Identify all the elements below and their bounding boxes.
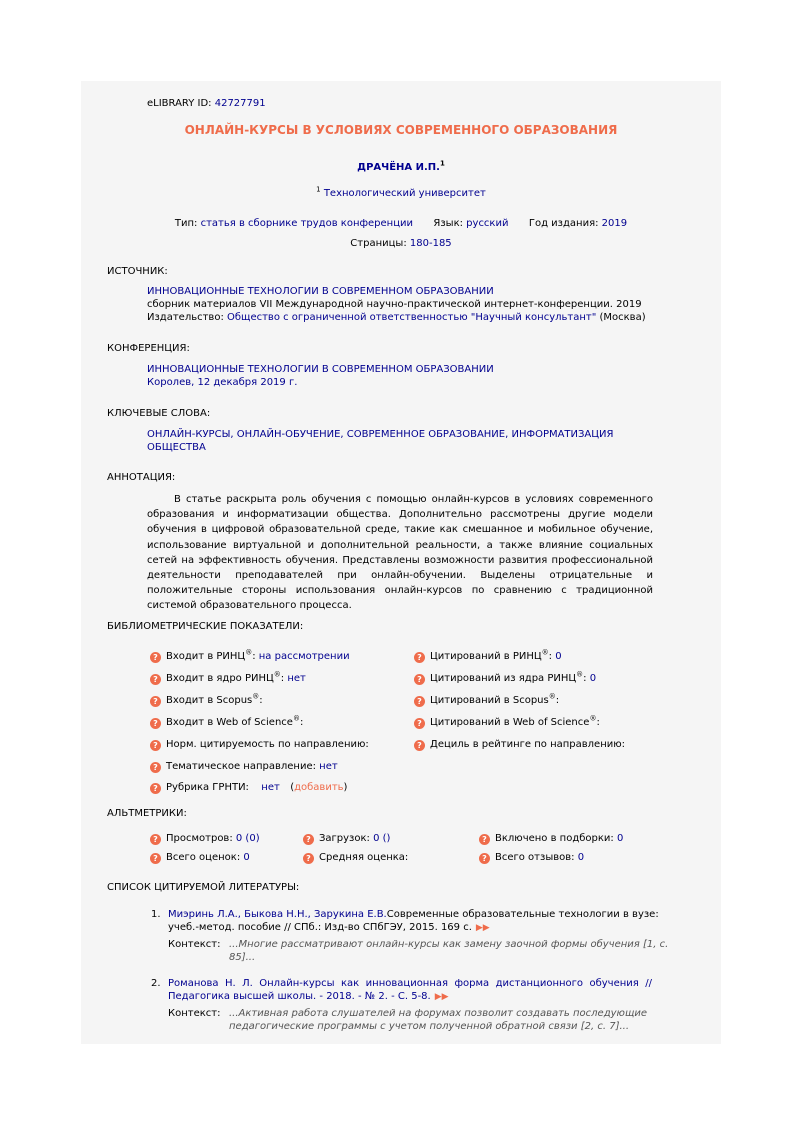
publisher-link[interactable]: Общество с ограниченной ответственностью "Научный консультант" [227,312,597,323]
article-panel [81,81,721,1044]
biblio-norm-citation: ? Норм. цитируемость по направлению: [150,738,369,751]
biblio-theme: ? Тематическое направление: нет [150,760,338,773]
keywords-heading: КЛЮЧЕВЫЕ СЛОВА: [107,408,211,419]
biblio-scopus: ? Входит в Scopus®: [150,694,263,707]
affiliation [81,187,721,200]
biblio-grnti: ? Рубрика ГРНТИ: нет (добавить) [150,781,347,794]
ref2-line2: Педагогика высшей школы. - 2018. - № 2. - С. 5-8. ▶▶ [168,991,449,1002]
keywords-list-cont[interactable]: ОБЩЕСТВА [147,442,206,453]
alt-views: ? Просмотров: 0 (0) [150,832,260,845]
grnti-value[interactable]: нет [261,782,280,793]
help-icon[interactable]: ? [150,652,161,663]
source-title[interactable]: ИННОВАЦИОННЫЕ ТЕХНОЛОГИИ В СОВРЕМЕННОМ ОБРАЗОВАНИИ [147,286,494,297]
forward-icon[interactable]: ▶▶ [434,992,449,1002]
ref1-context-2: 85]... [229,952,256,963]
ref2-number: 2. [151,978,161,989]
rinc-citations-link[interactable]: 0 [555,651,562,662]
grnti-add-link[interactable]: добавить [294,782,344,793]
keywords-list[interactable]: ОНЛАЙН-КУРСЫ, ОНЛАЙН-ОБУЧЕНИЕ, СОВРЕМЕННОЕ ОБРАЗОВАНИЕ, ИНФОРМАТИЗАЦИЯ [147,429,614,440]
help-icon[interactable]: ? [150,696,161,707]
author-link[interactable]: ДРАЧЁНА И.П. [357,162,440,173]
help-icon[interactable]: ? [414,718,425,729]
biblio-heading: БИБЛИОМЕТРИЧЕСКИЕ ПОКАЗАТЕЛИ: [107,621,304,632]
type-value[interactable]: статья в сборнике трудов конференции [200,218,414,229]
references-heading: СПИСОК ЦИТИРУЕМОЙ ЛИТЕРАТУРЫ: [107,882,300,893]
help-icon[interactable]: ? [414,740,425,751]
help-icon[interactable]: ? [414,652,425,663]
ref1-number: 1. [151,909,161,920]
alt-ratings: ? Всего оценок: 0 [150,851,250,864]
biblio-decile: ? Дециль в рейтинге по направлению: [414,738,625,751]
help-icon[interactable]: ? [150,762,161,773]
rinc-status-link[interactable]: на рассмотрении [258,651,350,662]
biblio-wos-citations: ? Цитирований в Web of Science®: [414,716,600,729]
biblio-scopus-citations: ? Цитирований в Scopus®: [414,694,559,707]
affiliation-sup: 1 [316,185,321,194]
biblio-wos: ? Входит в Web of Science®: [150,716,303,729]
ref2-line1[interactable]: Романова Н. Л. Онлайн-курсы как инновационная форма дистанционного обучения // [168,978,652,989]
elibrary-id-link[interactable]: 42727791 [214,98,266,109]
alt-avg-rating: ? Средняя оценка: [303,851,408,864]
source-heading: ИСТОЧНИК: [107,266,168,277]
ref1-line2: учеб.-метод. пособие // СПб.: Изд-во СПбГЭУ, 2015. 169 с. ▶▶ [168,922,490,933]
author [81,161,721,174]
alt-reviews: ? Всего отзывов: 0 [479,851,584,864]
forward-icon[interactable]: ▶▶ [475,923,490,933]
help-icon[interactable]: ? [479,834,490,845]
conference-title[interactable]: ИННОВАЦИОННЫЕ ТЕХНОЛОГИИ В СОВРЕМЕННОМ ОБРАЗОВАНИИ [147,364,494,375]
ref1-context-1: ...Многие рассматривают онлайн-курсы как замену заочной формы обучения [1, с. [229,939,669,950]
help-icon[interactable]: ? [150,853,161,864]
altmetrics-heading: АЛЬТМЕТРИКИ: [107,808,187,819]
article-title: ОНЛАЙН-КУРСЫ В УСЛОВИЯХ СОВРЕМЕННОГО ОБРАЗОВАНИЯ [184,123,618,137]
elibrary-id: eLIBRARY ID: 42727791 [147,98,266,109]
pages-value[interactable]: 180-185 [409,238,452,249]
conference-place[interactable]: Королев, 12 декабря 2019 г. [147,377,298,388]
ref1-context-label: Контекст: [168,939,221,950]
conference-heading: КОНФЕРЕНЦИЯ: [107,343,190,354]
abstract-text: В статье раскрыта роль обучения с помощью онлайн-курсов в условиях современного образования и информатизации общества. Дополнительно рассмотрены другие модели обучения в цифровой образовательной среде, такие как смешанное и мобильное обучение, использование виртуальной и дополнительной реальности, а также влияние социальных сетей на эффективность обучения. Представлены возможности развития профессиональной деятельности преподавателей при онлайн-обучении. Выделены отрицательные и положительные стороны использования онлайн-курсов по сравнению с традиционной системой образовательного процесса. [147,494,653,612]
biblio-rinc: ? Входит в РИНЦ®: на рассмотрении [150,650,350,663]
biblio-rinc-core: ? Входит в ядро РИНЦ®: нет [150,672,306,685]
author-sup: 1 [439,159,445,168]
help-icon[interactable]: ? [150,783,161,794]
rinc-core-citations-link[interactable]: 0 [589,673,597,684]
alt-downloads: ? Загрузок: 0 () [303,832,390,845]
language-value[interactable]: русский [466,218,509,229]
source-publisher: Издательство: Общество с ограниченной ответственностью "Научный консультант" (Москва) [147,312,646,323]
article-meta: Тип: статья в сборнике трудов конференции Язык: русский Год издания: 2019 [174,218,628,229]
year-value[interactable]: 2019 [601,218,628,229]
help-icon[interactable]: ? [150,718,161,729]
rinc-core-link[interactable]: нет [287,673,306,684]
help-icon[interactable]: ? [150,834,161,845]
biblio-rinc-core-citations: ? Цитирований из ядра РИНЦ®: 0 [414,672,596,685]
ref2-context-2: педагогические программы с учетом полученной обратной связи [2, с. 7]... [229,1021,629,1032]
help-icon[interactable]: ? [303,834,314,845]
affiliation-link[interactable]: Технологический университет [323,188,486,199]
help-icon[interactable]: ? [414,674,425,685]
help-icon[interactable]: ? [303,853,314,864]
ref2-context-label: Контекст: [168,1008,221,1019]
help-icon[interactable]: ? [150,740,161,751]
theme-link[interactable]: нет [319,761,338,772]
help-icon[interactable]: ? [150,674,161,685]
help-icon[interactable]: ? [414,696,425,707]
source-desc: сборник материалов VII Международной научно-практической интернет-конференции. 2019 [147,299,642,310]
abstract-heading: АННОТАЦИЯ: [107,472,176,483]
biblio-rinc-citations: ? Цитирований в РИНЦ®: 0 [414,650,562,663]
ref1-authors-link[interactable]: Миэринь Л.А., Быкова Н.Н., Зарукина Е.В. [168,909,387,920]
pages: Страницы: 180-185 [350,238,452,249]
ref2-context-1: ...Активная работа слушателей на форумах позволит создавать последующие [229,1008,648,1019]
ref1-line1: Миэринь Л.А., Быкова Н.Н., Зарукина Е.В. Современные образовательные технологии в вузе: [168,909,659,920]
alt-collections: ? Включено в подборки: 0 [479,832,623,845]
help-icon[interactable]: ? [479,853,490,864]
